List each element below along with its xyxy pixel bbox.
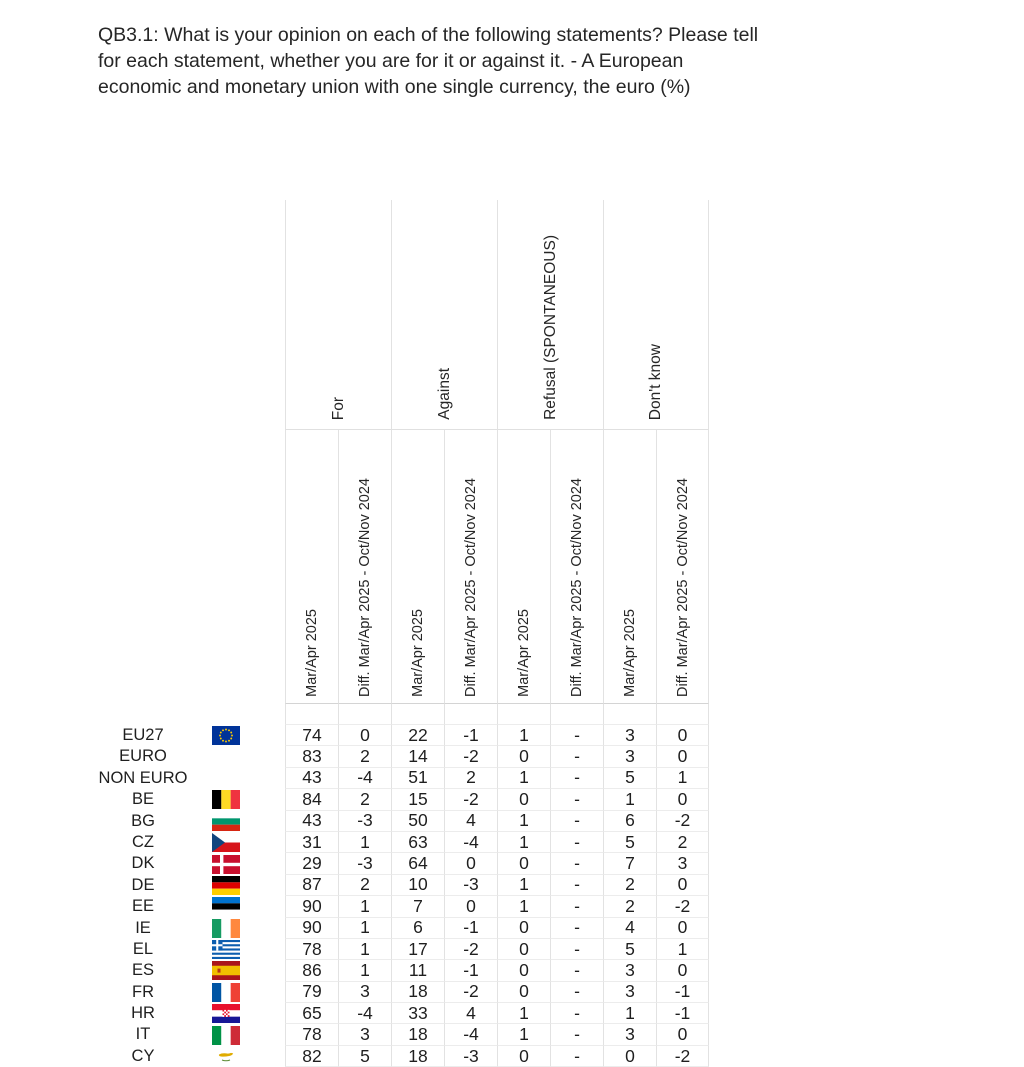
value-cell: - [550,1003,603,1024]
country-label: IT [135,1025,151,1044]
value-cell: 3 [603,982,656,1003]
value-cell: 14 [391,746,444,767]
value-cell: 6 [603,811,656,832]
value-cell: 0 [656,725,709,746]
value-cell: 3 [338,982,391,1003]
value-cell: 1 [497,875,550,896]
value-cell: 78 [285,939,338,960]
sub-header-label: Diff. Mar/Apr 2025 - Oct/Nov 2024 [357,478,373,697]
value-cell: -1 [444,960,497,981]
value-cell: 3 [338,1024,391,1045]
value-cell: - [550,875,603,896]
it-flag-icon [201,1024,285,1045]
value-cell: -1 [444,918,497,939]
table-row [85,768,709,789]
value-cell: - [550,1046,603,1067]
flag-placeholder [201,746,285,767]
value-cell: 5 [338,1046,391,1067]
cz-flag-icon [201,832,285,853]
value-cell: 5 [603,832,656,853]
value-cell: 0 [497,918,550,939]
value-cell: 2 [338,746,391,767]
value-cell: 43 [285,811,338,832]
country-label: BG [131,811,155,830]
value-cell: 1 [656,939,709,960]
country-label: CY [131,1046,155,1065]
value-cell: 1 [497,811,550,832]
value-cell: 1 [338,918,391,939]
country-label: BE [131,790,154,809]
question-title-line: QB3.1: What is your opinion on each of the following statements? Please tell [98,24,759,46]
value-cell: 29 [285,853,338,874]
sub-header-cell [338,430,391,704]
sub-header-cell [285,430,338,704]
table-row [85,896,709,917]
value-cell: - [550,832,603,853]
sub-header-label: Mar/Apr 2025 [304,609,320,697]
column-group-dont-know [603,200,709,430]
value-cell: 65 [285,1003,338,1024]
value-cell: 79 [285,982,338,1003]
cy-flag-icon [201,1046,285,1067]
value-cell: 11 [391,960,444,981]
es-flag-icon [201,960,285,981]
table-body [85,725,709,1067]
sub-header-label: Diff. Mar/Apr 2025 - Oct/Nov 2024 [463,478,479,697]
value-cell: 90 [285,896,338,917]
table-row [85,875,709,896]
country-label: DK [131,854,155,873]
value-cell: 0 [338,725,391,746]
value-cell: -1 [444,725,497,746]
value-cell: 83 [285,746,338,767]
value-cell: -4 [444,1024,497,1045]
value-cell: - [550,789,603,810]
value-cell: 33 [391,1003,444,1024]
value-cell: - [550,982,603,1003]
value-cell: -2 [656,811,709,832]
table-row [85,746,709,767]
value-cell: 51 [391,768,444,789]
hr-flag-icon [201,1003,285,1024]
value-cell: 82 [285,1046,338,1067]
de-flag-icon [201,875,285,896]
sub-header-cell [444,430,497,704]
value-cell: -2 [444,746,497,767]
column-group-label: Don't know [647,343,664,420]
table-row [85,982,709,1003]
value-cell: 1 [497,1024,550,1045]
value-cell: - [550,768,603,789]
dk-flag-icon [201,853,285,874]
value-cell: 6 [391,918,444,939]
question-title [98,22,758,100]
be-flag-icon [201,789,285,810]
table-row [85,725,709,746]
value-cell: 2 [444,768,497,789]
column-group-label: For [329,396,347,420]
country-label: NON EURO [98,768,188,787]
value-cell: 3 [603,746,656,767]
value-cell: - [550,960,603,981]
value-cell: 1 [497,896,550,917]
flag-placeholder [201,768,285,789]
value-cell: 0 [497,939,550,960]
value-cell: 2 [656,832,709,853]
question-title-line: for each statement, whether you are for it or against it. - A European [98,50,684,72]
value-cell: 0 [656,875,709,896]
table-row [85,853,709,874]
value-cell: 0 [497,982,550,1003]
sub-header-cell [497,430,550,704]
table-row [85,789,709,810]
value-cell: 7 [603,853,656,874]
value-cell: -3 [338,853,391,874]
value-cell: 0 [656,789,709,810]
value-cell: 1 [338,939,391,960]
value-cell: 31 [285,832,338,853]
table-row [85,1003,709,1024]
value-cell: 0 [656,746,709,767]
value-cell: 18 [391,982,444,1003]
value-cell: - [550,746,603,767]
value-cell: 5 [603,768,656,789]
value-cell: 2 [338,789,391,810]
value-cell: 1 [497,725,550,746]
value-cell: 1 [338,832,391,853]
country-label: HR [131,1004,155,1023]
table-row [85,811,709,832]
value-cell: 0 [497,960,550,981]
value-cell: 0 [656,1024,709,1045]
column-group-header-row [85,200,709,430]
value-cell: 0 [656,960,709,981]
value-cell: 1 [603,789,656,810]
value-cell: 1 [338,896,391,917]
value-cell: 64 [391,853,444,874]
value-cell: 2 [603,875,656,896]
table-row [85,1046,709,1067]
value-cell: 0 [444,853,497,874]
value-cell: - [550,896,603,917]
value-cell: 17 [391,939,444,960]
ee-flag-icon [201,896,285,917]
value-cell: 43 [285,768,338,789]
value-cell: 4 [603,918,656,939]
column-group-label: Against [435,368,453,420]
country-label: CZ [132,832,154,851]
value-cell: 2 [338,875,391,896]
value-cell: -1 [656,1003,709,1024]
table-row [85,918,709,939]
value-cell: 1 [338,960,391,981]
sub-header-label: Diff. Mar/Apr 2025 - Oct/Nov 2024 [674,478,691,697]
country-label: EL [132,939,154,958]
bg-flag-icon [201,811,285,832]
value-cell: 2 [603,896,656,917]
sub-header-label: Mar/Apr 2025 [516,609,532,697]
value-cell: -1 [656,982,709,1003]
sub-header-cell [391,430,444,704]
value-cell: -3 [444,1046,497,1067]
sub-header-label: Mar/Apr 2025 [410,609,426,697]
value-cell: -2 [444,939,497,960]
value-cell: 0 [497,853,550,874]
blank-spacer-row [85,704,709,725]
sub-header-label: Mar/Apr 2025 [622,609,638,697]
value-cell: -2 [444,789,497,810]
country-label: FR [132,982,154,1001]
value-cell: - [550,811,603,832]
column-group-refusal [497,200,603,430]
value-cell: 3 [656,853,709,874]
value-cell: 0 [656,918,709,939]
sub-header-cell [656,430,709,704]
value-cell: 4 [444,811,497,832]
eu-flag-icon [201,725,285,746]
value-cell: 1 [603,1003,656,1024]
value-cell: -4 [444,832,497,853]
value-cell: -2 [444,982,497,1003]
sub-header-cell [603,430,656,704]
table-row [85,939,709,960]
value-cell: 1 [497,832,550,853]
value-cell: 1 [497,768,550,789]
value-cell: 78 [285,1024,338,1045]
results-table [85,200,709,1067]
value-cell: 5 [603,939,656,960]
value-cell: 0 [497,746,550,767]
value-cell: - [550,918,603,939]
header-spacer [85,704,285,725]
value-cell: 84 [285,789,338,810]
header-spacer [85,200,285,430]
value-cell: 22 [391,725,444,746]
el-flag-icon [201,939,285,960]
value-cell: -4 [338,1003,391,1024]
value-cell: 50 [391,811,444,832]
value-cell: 86 [285,960,338,981]
value-cell: 0 [603,1046,656,1067]
value-cell: 87 [285,875,338,896]
table-row [85,960,709,981]
country-label: IE [135,918,151,937]
sub-header-row [85,430,709,704]
value-cell: 3 [603,725,656,746]
value-cell: 10 [391,875,444,896]
column-group-label: Refusal (SPONTANEOUS) [541,235,559,420]
value-cell: 0 [497,1046,550,1067]
value-cell: 7 [391,896,444,917]
country-label: DE [131,875,155,894]
value-cell: 15 [391,789,444,810]
value-cell: 74 [285,725,338,746]
table-row [85,832,709,853]
country-label: EU27 [122,726,164,744]
question-title-line: economic and monetary union with one single currency, the euro (%) [98,76,691,98]
country-label: EURO [119,747,167,766]
column-group-for [285,200,391,430]
value-cell: 4 [444,1003,497,1024]
value-cell: -2 [656,1046,709,1067]
value-cell: 3 [603,960,656,981]
value-cell: 1 [656,768,709,789]
sub-header-label: Diff. Mar/Apr 2025 - Oct/Nov 2024 [569,478,585,697]
country-label: EE [131,897,154,916]
value-cell: - [550,725,603,746]
value-cell: 1 [497,1003,550,1024]
value-cell: -2 [656,896,709,917]
value-cell: 0 [444,896,497,917]
value-cell: 0 [497,789,550,810]
value-cell: -3 [444,875,497,896]
value-cell: - [550,853,603,874]
sub-header-cell [550,430,603,704]
header-spacer [85,430,285,704]
value-cell: 18 [391,1024,444,1045]
value-cell: 3 [603,1024,656,1045]
country-label: ES [131,961,154,980]
value-cell: - [550,939,603,960]
ie-flag-icon [201,918,285,939]
value-cell: - [550,1024,603,1045]
table-row [85,1024,709,1045]
value-cell: 63 [391,832,444,853]
column-group-against [391,200,497,430]
fr-flag-icon [201,982,285,1003]
value-cell: -4 [338,768,391,789]
value-cell: -3 [338,811,391,832]
value-cell: 90 [285,918,338,939]
value-cell: 18 [391,1046,444,1067]
